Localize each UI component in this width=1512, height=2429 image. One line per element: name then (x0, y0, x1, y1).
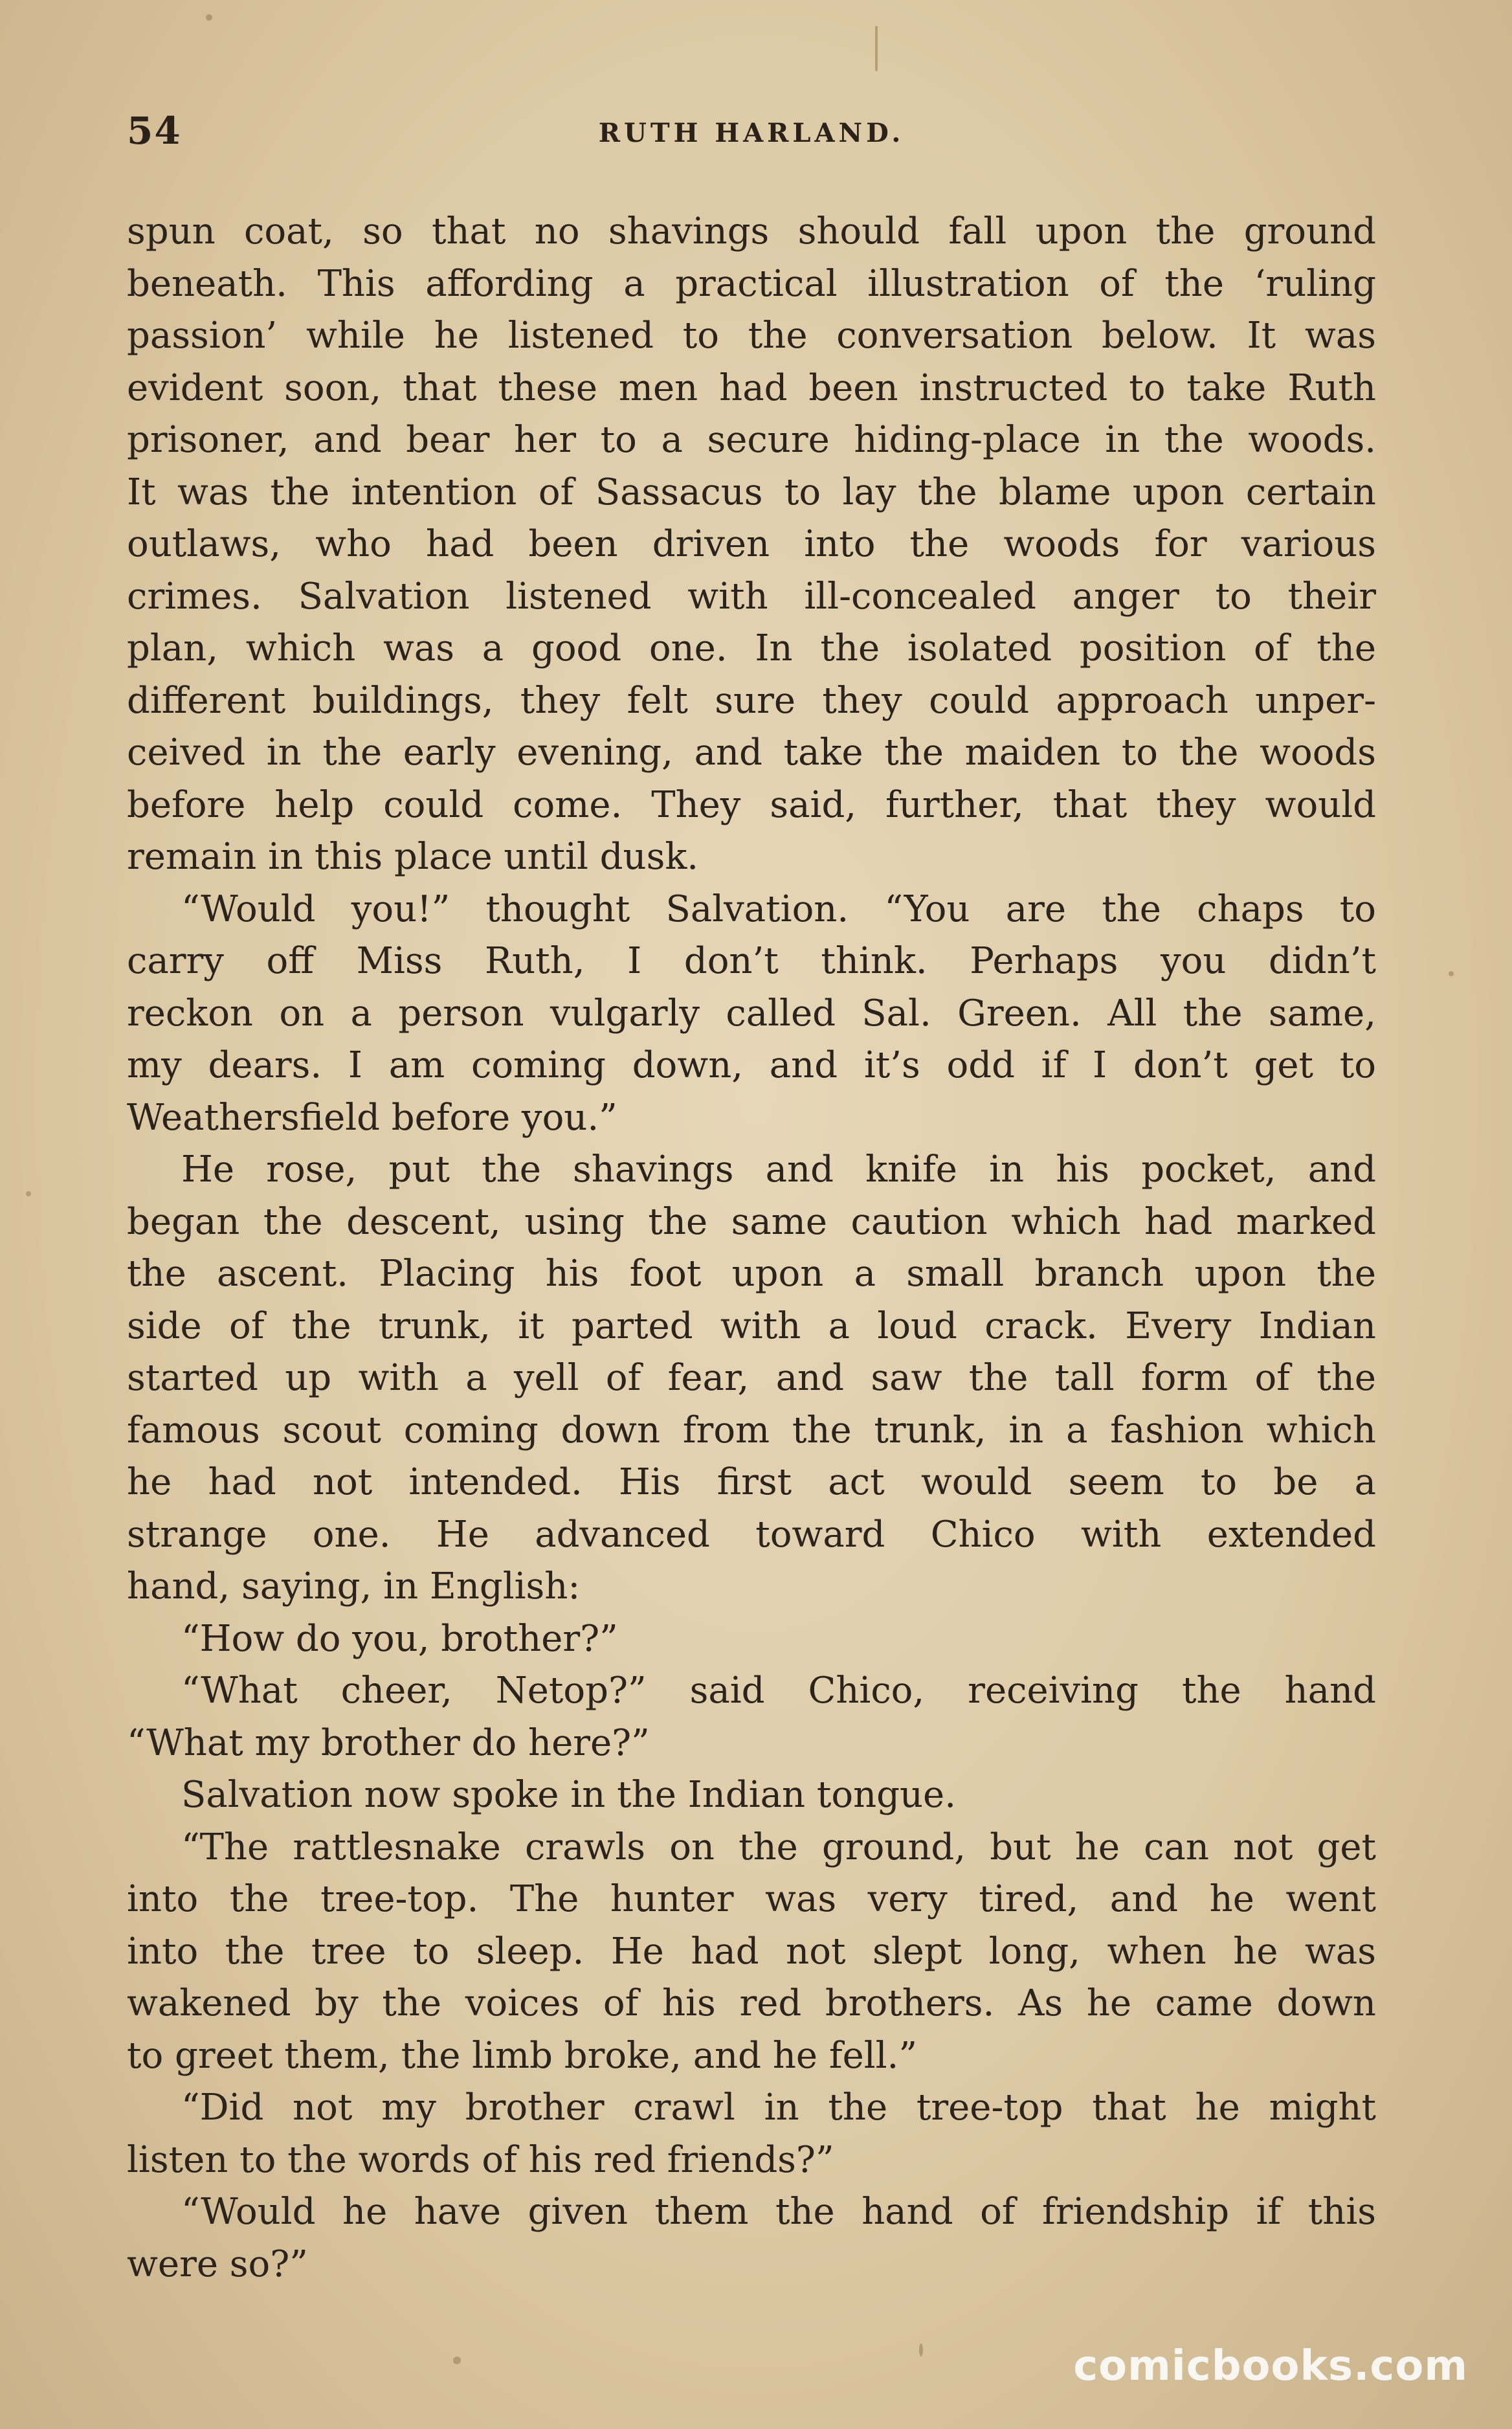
text-line: outlaws, who had been driven into the woods for various (127, 523, 1376, 565)
text-line: Weathersfield before you.” (127, 1096, 617, 1139)
text-line: were so?” (127, 2243, 308, 2285)
text-line: started up with a yell of fear, and saw the tall form of the (127, 1357, 1376, 1399)
page-header (127, 109, 1376, 154)
text-line: evident soon, that these men had been instructed to take Ruth (127, 366, 1376, 409)
paper-speck (1449, 971, 1454, 976)
paper-speck (26, 1191, 31, 1196)
text-line: prisoner, and bear her to a secure hiding-place in the woods. (127, 419, 1376, 461)
text-line: plan, which was a good one. In the isolated position of the (127, 627, 1376, 669)
text-line: to greet them, the limb broke, and he fell.” (127, 2034, 917, 2077)
text-line: carry off Miss Ruth, I don’t think. Perhaps you didn’t (127, 940, 1376, 982)
paper-scratch (875, 26, 878, 71)
paper-speck (206, 14, 212, 21)
page-number: 54 (127, 109, 182, 153)
text-line: the ascent. Placing his foot upon a small branch upon the (127, 1253, 1376, 1295)
text-line: spun coat, so that no shavings should fall upon the ground (127, 210, 1376, 252)
text-line: It was the intention of Sassacus to lay the blame upon certain (127, 471, 1376, 513)
body-text (127, 206, 1376, 2290)
text-line: crimes. Salvation listened with ill-concealed anger to their (127, 575, 1376, 618)
text-line: passion’ while he listened to the conversation below. It was (127, 315, 1376, 357)
text-line: “Would you!” thought Salvation. “You are the chaps to (181, 888, 1376, 930)
text-line: different buildings, they felt sure they could approach unper- (127, 679, 1376, 722)
text-line: before help could come. They said, further, that they would (127, 783, 1376, 826)
text-line: Salvation now spoke in the Indian tongue. (181, 1774, 956, 1816)
text-line: He rose, put the shavings and knife in his pocket, and (181, 1148, 1376, 1191)
text-line: into the tree-top. The hunter was very tired, and he went (127, 1878, 1376, 1920)
text-line: “How do you, brother?” (181, 1617, 618, 1660)
text-line: my dears. I am coming down, and it’s odd if I don’t get to (127, 1044, 1376, 1086)
text-line: wakened by the voices of his red brothers. As he came down (127, 1982, 1376, 2024)
text-line: listen to the words of his red friends?” (127, 2138, 834, 2181)
text-line: he had not intended. His first act would seem to be a (127, 1461, 1376, 1503)
text-line: hand, saying, in English: (127, 1565, 581, 1607)
text-line: into the tree to sleep. He had not slept long, when he was (127, 1930, 1376, 1973)
text-line: “What my brother do here?” (127, 1721, 650, 1764)
text-line: beneath. This affording a practical illustration of the ‘ruling (127, 262, 1376, 305)
paper-speck (453, 2356, 461, 2364)
text-line: began the descent, using the same caution which had marked (127, 1200, 1376, 1243)
text-line: side of the trunk, it parted with a loud crack. Every Indian (127, 1304, 1376, 1347)
text-line: reckon on a person vulgarly called Sal. Green. All the same, (127, 992, 1376, 1035)
paper-speck (919, 2344, 923, 2356)
text-line: “Did not my brother crawl in the tree-top that he might (181, 2087, 1376, 2129)
text-line: remain in this place until dusk. (127, 836, 699, 878)
text-line: strange one. He advanced toward Chico with extended (127, 1513, 1376, 1556)
text-line: famous scout coming down from the trunk, in a fashion which (127, 1409, 1376, 1451)
running-head: RUTH HARLAND. (598, 118, 905, 148)
text-line: “The rattlesnake crawls on the ground, but he can not get (181, 1826, 1376, 1868)
watermark: comicbooks.com (1073, 2342, 1468, 2390)
text-line: ceived in the early evening, and take the maiden to the woods (127, 732, 1376, 774)
text-line: “Would he have given them the hand of friendship if this (181, 2191, 1376, 2233)
text-line: “What cheer, Netop?” said Chico, receiving the hand (181, 1670, 1376, 1712)
